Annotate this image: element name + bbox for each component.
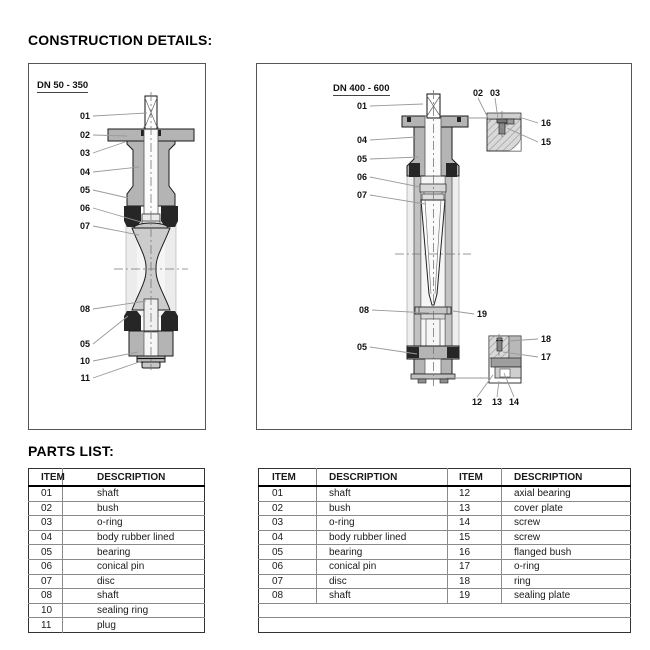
item-cell: 04 [29, 530, 63, 545]
description-cell: o-ring [502, 559, 631, 574]
callout-label-01: 01 [79, 111, 90, 121]
description-cell: ring [502, 574, 631, 589]
callout-label-04: 04 [356, 135, 367, 145]
item-cell: 11 [29, 618, 63, 633]
description-cell: o-ring [63, 516, 205, 531]
item-cell: 01 [29, 486, 63, 501]
item-cell: 08 [259, 589, 317, 604]
item-cell: 06 [259, 559, 317, 574]
callout-label-15: 15 [541, 137, 552, 147]
parts-table-row [29, 501, 205, 516]
item-cell: 10 [29, 603, 63, 618]
diagram-box-dn50-350 [28, 63, 206, 430]
item-cell: 17 [448, 559, 502, 574]
description-cell: bush [317, 501, 448, 516]
item-cell: 07 [259, 574, 317, 589]
description-cell: shaft [317, 486, 448, 501]
column-header: ITEM [448, 469, 502, 487]
item-cell: 05 [29, 545, 63, 560]
description-cell: disc [317, 574, 448, 589]
description-cell: body rubber lined [317, 530, 448, 545]
item-cell [259, 618, 317, 633]
parts-table-row [259, 501, 631, 516]
description-cell: plug [63, 618, 205, 633]
item-cell: 02 [259, 501, 317, 516]
parts-table-row [29, 559, 205, 574]
description-cell [502, 603, 631, 618]
parts-table-row [259, 530, 631, 545]
parts-table-row [259, 574, 631, 589]
callout-label-12: 12 [471, 397, 482, 407]
callout-label-13: 13 [491, 397, 502, 407]
column-header: ITEM [259, 469, 317, 487]
item-cell: 15 [448, 530, 502, 545]
item-cell: 08 [29, 589, 63, 604]
parts-table-row [29, 603, 205, 618]
item-cell: 12 [448, 486, 502, 501]
parts-table-row [29, 545, 205, 560]
column-header: ITEM [29, 469, 63, 487]
description-cell: cover plate [502, 501, 631, 516]
item-cell: 18 [448, 574, 502, 589]
page-title: CONSTRUCTION DETAILS: [28, 32, 213, 48]
parts-table-row [259, 589, 631, 604]
description-cell: disc [63, 574, 205, 589]
parts-table-row [29, 486, 205, 501]
parts-table-row [29, 516, 205, 531]
item-cell: 05 [259, 545, 317, 560]
callout-label-05: 05 [356, 342, 367, 352]
callout-label-16: 16 [541, 118, 552, 128]
description-cell: conical pin [63, 559, 205, 574]
description-cell: shaft [317, 589, 448, 604]
callout-label-06: 06 [79, 203, 90, 213]
column-header: DESCRIPTION [63, 469, 205, 487]
callout-label-04: 04 [79, 167, 90, 177]
detail-inset-top [487, 111, 521, 151]
parts-table-header-row [29, 469, 205, 487]
callout-label-11: 11 [80, 373, 90, 383]
callout-label-05: 05 [356, 154, 367, 164]
callout-label-01: 01 [356, 101, 367, 111]
parts-table-left [28, 468, 205, 633]
parts-table-row [29, 574, 205, 589]
callout-label-10: 10 [79, 356, 90, 366]
description-cell [317, 603, 448, 618]
diagram-title-dn50-350: DN 50 - 350 [37, 80, 89, 91]
description-cell: shaft [63, 486, 205, 501]
callout-label-02: 02 [79, 130, 90, 140]
callout-label-19: 19 [477, 309, 488, 319]
callout-label-06: 06 [356, 172, 367, 182]
item-cell: 19 [448, 589, 502, 604]
callout-label-14: 14 [508, 397, 519, 407]
callout-label-07: 07 [79, 221, 90, 231]
description-cell: flanged bush [502, 545, 631, 560]
parts-table-row [29, 530, 205, 545]
parts-table-row [259, 603, 631, 618]
callout-label-18: 18 [541, 334, 552, 344]
item-cell: 03 [29, 516, 63, 531]
callout-label-02: 02 [472, 88, 483, 98]
valve-drawing-dn50-350 [29, 64, 205, 429]
item-cell: 16 [448, 545, 502, 560]
valve-drawing-dn400-600 [257, 64, 631, 429]
callout-label-05: 05 [79, 185, 90, 195]
description-cell: bush [63, 501, 205, 516]
description-cell: body rubber lined [63, 530, 205, 545]
item-cell: 02 [29, 501, 63, 516]
item-cell [259, 603, 317, 618]
description-cell: sealing ring [63, 603, 205, 618]
description-cell: sealing plate [502, 589, 631, 604]
parts-table-right [258, 468, 631, 633]
item-cell: 14 [448, 516, 502, 531]
item-cell: 04 [259, 530, 317, 545]
parts-table-row [29, 618, 205, 633]
callout-label-05: 05 [79, 339, 90, 349]
item-cell: 03 [259, 516, 317, 531]
description-cell: o-ring [317, 516, 448, 531]
column-header: DESCRIPTION [502, 469, 631, 487]
callout-label-03: 03 [79, 148, 90, 158]
parts-list-title: PARTS LIST: [28, 443, 114, 459]
parts-table-row [259, 545, 631, 560]
diagram-box-dn400-600 [256, 63, 632, 430]
callout-label-03: 03 [489, 88, 500, 98]
description-cell [502, 618, 631, 633]
parts-table-header-row [259, 469, 631, 487]
item-cell: 06 [29, 559, 63, 574]
description-cell: bearing [317, 545, 448, 560]
item-cell: 13 [448, 501, 502, 516]
parts-table-row [259, 559, 631, 574]
diagram-title-dn400-600: DN 400 - 600 [333, 83, 390, 94]
column-header: DESCRIPTION [317, 469, 448, 487]
item-cell: 07 [29, 574, 63, 589]
parts-table-row [259, 618, 631, 633]
item-cell [448, 603, 502, 618]
description-cell: screw [502, 516, 631, 531]
parts-table-row [259, 486, 631, 501]
description-cell: shaft [63, 589, 205, 604]
callout-label-17: 17 [541, 352, 552, 362]
item-cell [448, 618, 502, 633]
item-cell: 01 [259, 486, 317, 501]
description-cell: bearing [63, 545, 205, 560]
callout-label-07: 07 [356, 190, 367, 200]
parts-table-row [29, 589, 205, 604]
description-cell [317, 618, 448, 633]
description-cell: screw [502, 530, 631, 545]
description-cell: axial bearing [502, 486, 631, 501]
description-cell: conical pin [317, 559, 448, 574]
callout-label-08: 08 [79, 304, 90, 314]
callout-label-08: 08 [358, 305, 369, 315]
parts-table-row [259, 516, 631, 531]
